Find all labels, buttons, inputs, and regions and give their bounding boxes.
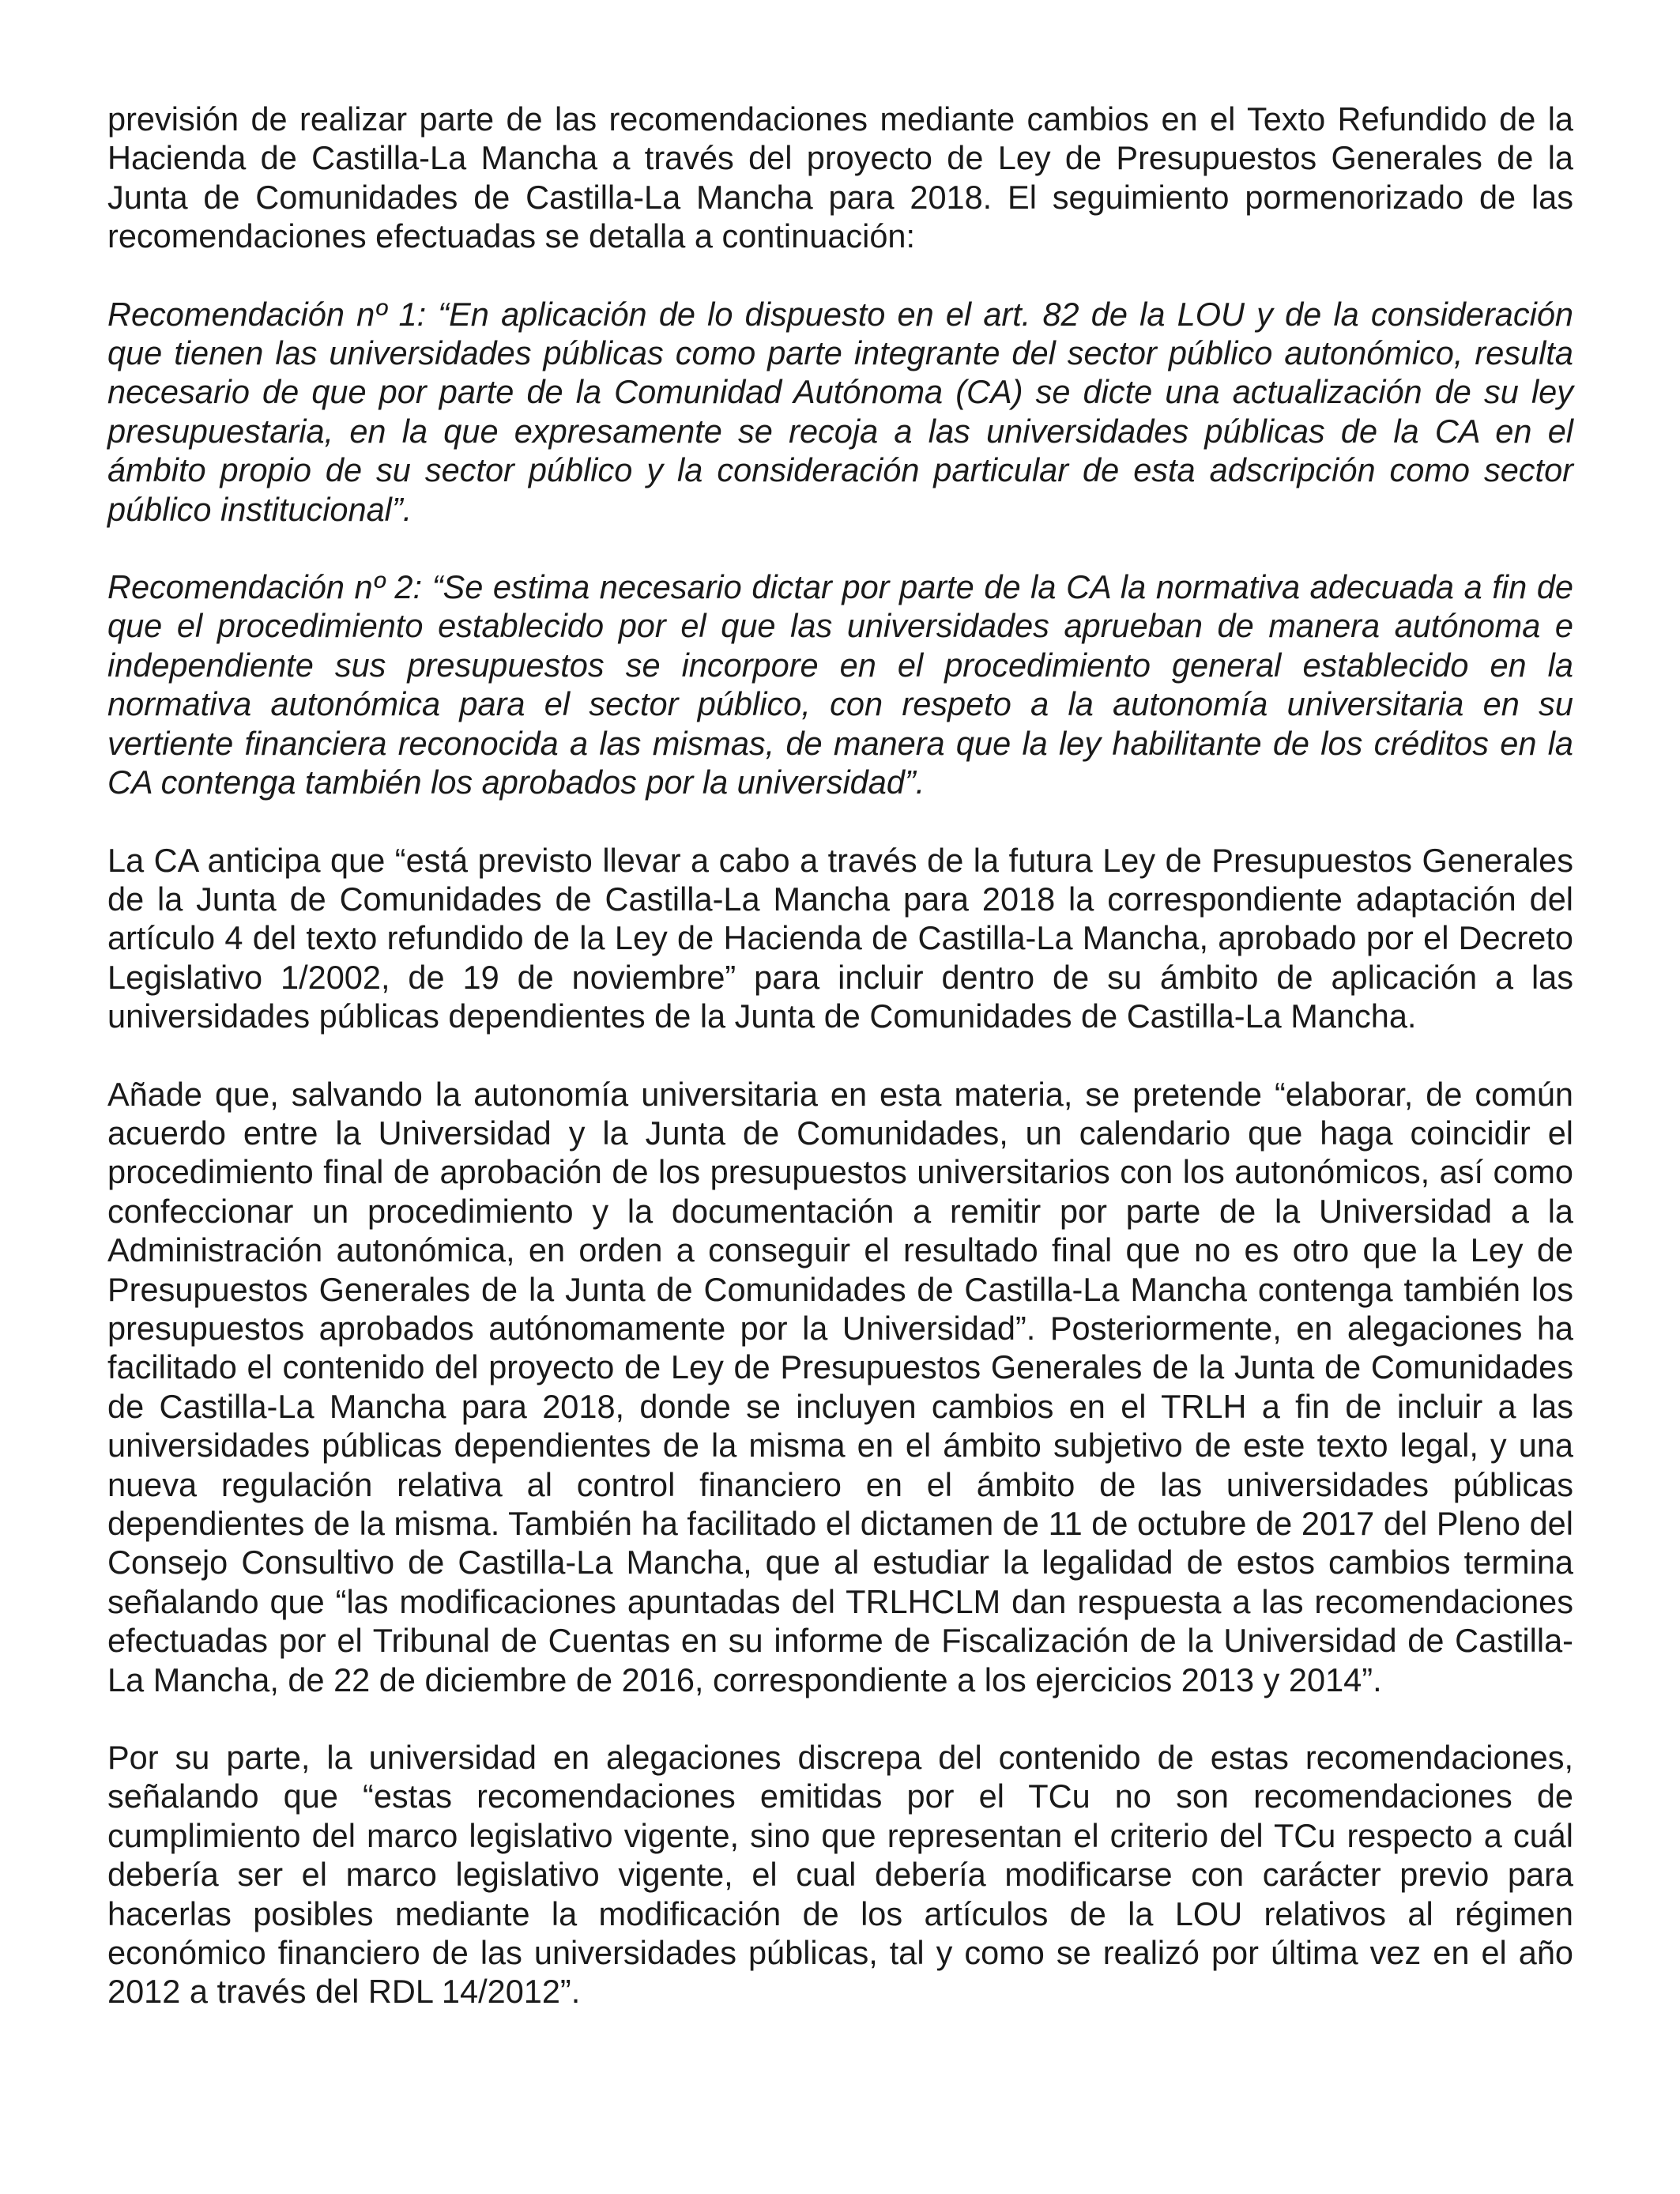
paragraph-recomendacion-1: Recomendación nº 1: “En aplicación de lo dispuesto en el art. 82 de la LOU y de la consideración que tienen las universidades públicas como parte integrante del sector público autonómico, resulta necesario de que por parte de la Comunidad Autónoma (CA) se dicte una actualización de su ley presupuestaria, en la que expresamente se recoja a las universidades públicas de la CA en el ámbito propio de su sector público y la consideración particular de esta adscripción como sector público institucional”. [107, 295, 1573, 528]
document-page [107, 100, 1573, 2011]
paragraph-ca-anticipa: La CA anticipa que “está previsto llevar a cabo a través de la futura Ley de Presupuestos Generales de la Junta de Comunidades de Castilla-La Mancha para 2018 la correspondiente adaptación del artículo 4 del texto refundido de la Ley de Hacienda de Castilla-La Mancha, aprobado por el Decreto Legislativo 1/2002, de 19 de noviembre” para incluir dentro de su ámbito de aplicación a las universidades públicas dependientes de la Junta de Comunidades de Castilla-La Mancha. [107, 841, 1573, 1035]
paragraph-universidad-discrepa: Por su parte, la universidad en alegaciones discrepa del contenido de estas recomendaciones, señalando que “estas recomendaciones emitidas por el TCu no son recomendaciones de cumplimiento del marco legislativo vigente, sino que representan el criterio del TCu respecto a cuál debería ser el marco legislativo vigente, el cual debería modificarse con carácter previo para hacerlas posibles mediante la modificación de los artículos de la LOU relativos al régimen económico financiero de las universidades públicas, tal y como se realizó por última vez en el año 2012 a través del RDL 14/2012”. [107, 1739, 1573, 2011]
paragraph-intro: previsión de realizar parte de las recomendaciones mediante cambios en el Texto Refundido de la Hacienda de Castilla-La Mancha a través del proyecto de Ley de Presupuestos Generales de la Junta de Comunidades de Castilla-La Mancha para 2018. El seguimiento pormenorizado de las recomendaciones efectuadas se detalla a continuación: [107, 100, 1573, 255]
paragraph-recomendacion-2: Recomendación nº 2: “Se estima necesario dictar por parte de la CA la normativa adecuada a fin de que el procedimiento establecido por el que las universidades aprueban de manera autónoma e independiente sus presupuestos se incorpore en el procedimiento general establecido en la normativa autonómica para el sector público, con respeto a la autonomía universitaria en su vertiente financiera reconocida a las mismas, de manera que la ley habilitante de los créditos en la CA contenga también los aprobados por la universidad”. [107, 568, 1573, 801]
paragraph-anade: Añade que, salvando la autonomía universitaria en esta materia, se pretende “elaborar, de común acuerdo entre la Universidad y la Junta de Comunidades, un calendario que haga coincidir el procedimiento final de aprobación de los presupuestos universitarios con los autonómicos, así como confeccionar un procedimiento y la documentación a remitir por parte de la Universidad a la Administración autonómica, en orden a conseguir el resultado final que no es otro que la Ley de Presupuestos Generales de la Junta de Comunidades de Castilla-La Mancha contenga también los presupuestos aprobados autónomamente por la Universidad”. Posteriormente, en alegaciones ha facilitado el contenido del proyecto de Ley de Presupuestos Generales de la Junta de Comunidades de Castilla-La Mancha para 2018, donde se incluyen cambios en el TRLH a fin de incluir a las universidades públicas dependientes de la misma en el ámbito subjetivo de este texto legal, y una nueva regulación relativa al control financiero en el ámbito de las universidades públicas dependientes de la misma. También ha facilitado el dictamen de 11 de octubre de 2017 del Pleno del Consejo Consultivo de Castilla-La Mancha, que al estudiar la legalidad de estos cambios termina señalando que “las modificaciones apuntadas del TRLHCLM dan respuesta a las recomendaciones efectuadas por el Tribunal de Cuentas en su informe de Fiscalización de la Universidad de Castilla-La Mancha, de 22 de diciembre de 2016, correspondiente a los ejercicios 2013 y 2014”. [107, 1075, 1573, 1698]
